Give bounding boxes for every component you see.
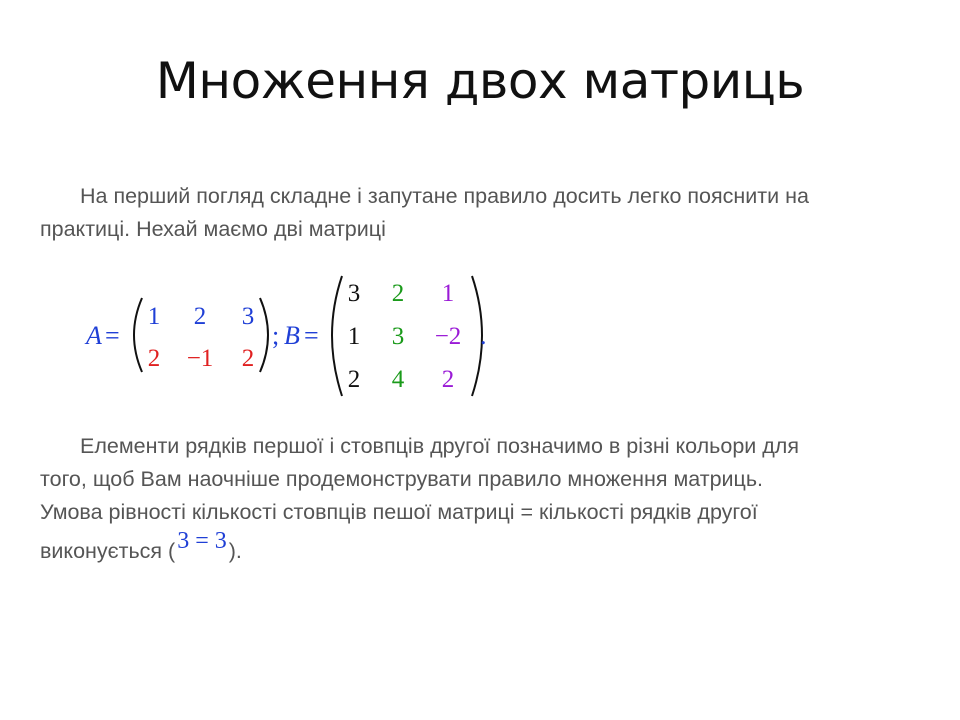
matrix-a-cell: −1: [186, 345, 214, 372]
matrix-a-cell: 3: [241, 303, 255, 330]
matrix-definitions: [80, 268, 500, 403]
matrix-b-cell: 3: [391, 323, 405, 350]
intro-line-1: На перший погляд складне і запутане правило досить легко пояснити на: [80, 184, 809, 208]
matrix-b-cell: 1: [441, 280, 455, 307]
matrix-a-label: A: [86, 321, 102, 350]
matrix-a-cell: 1: [147, 303, 161, 330]
matrix-b-cell: 2: [391, 280, 405, 307]
condition-prefix: виконується (: [40, 539, 176, 563]
explanation-line-1: Елементи рядків першої і стовпців другої позначимо в різні кольори для: [80, 434, 799, 458]
intro-line-2: практиці. Нехай маємо дві матриці: [40, 217, 386, 241]
matrix-b-left-bracket: [332, 276, 342, 396]
matrix-end-period: .: [480, 321, 487, 350]
matrix-separator: ;: [272, 321, 280, 350]
matrix-b-cell: 3: [347, 280, 361, 307]
matrix-a-cell: 2: [241, 345, 255, 372]
explanation-line-4: [40, 528, 960, 568]
matrix-b-cell: 1: [347, 323, 361, 350]
matrix-a-equals: =: [105, 321, 120, 350]
intro-paragraph: [40, 180, 960, 246]
matrix-a-right-bracket: [260, 298, 268, 372]
matrix-b-cell: 4: [391, 366, 405, 393]
matrix-b-cell: 2: [441, 366, 455, 393]
matrix-a-cell: 2: [193, 303, 207, 330]
explanation-paragraph: [40, 430, 960, 568]
condition-suffix: ).: [228, 539, 242, 563]
matrix-a-left-bracket: [134, 298, 142, 372]
explanation-line-2: того, щоб Вам наочніше продемонструвати правило множення матриць.: [40, 467, 764, 491]
condition-formula: 3 = 3: [177, 528, 227, 554]
matrix-b-cell: −2: [434, 323, 462, 350]
matrix-b-cell: 2: [347, 366, 361, 393]
matrix-b-equals: =: [304, 321, 319, 350]
matrix-a-cell: 2: [147, 345, 161, 372]
explanation-line-3: Умова рівності кількості стовпців пешої матриці = кількості рядків другої: [40, 500, 758, 524]
matrix-b-label: B: [284, 321, 300, 350]
slide-title: Множення двох матриць: [155, 52, 805, 110]
